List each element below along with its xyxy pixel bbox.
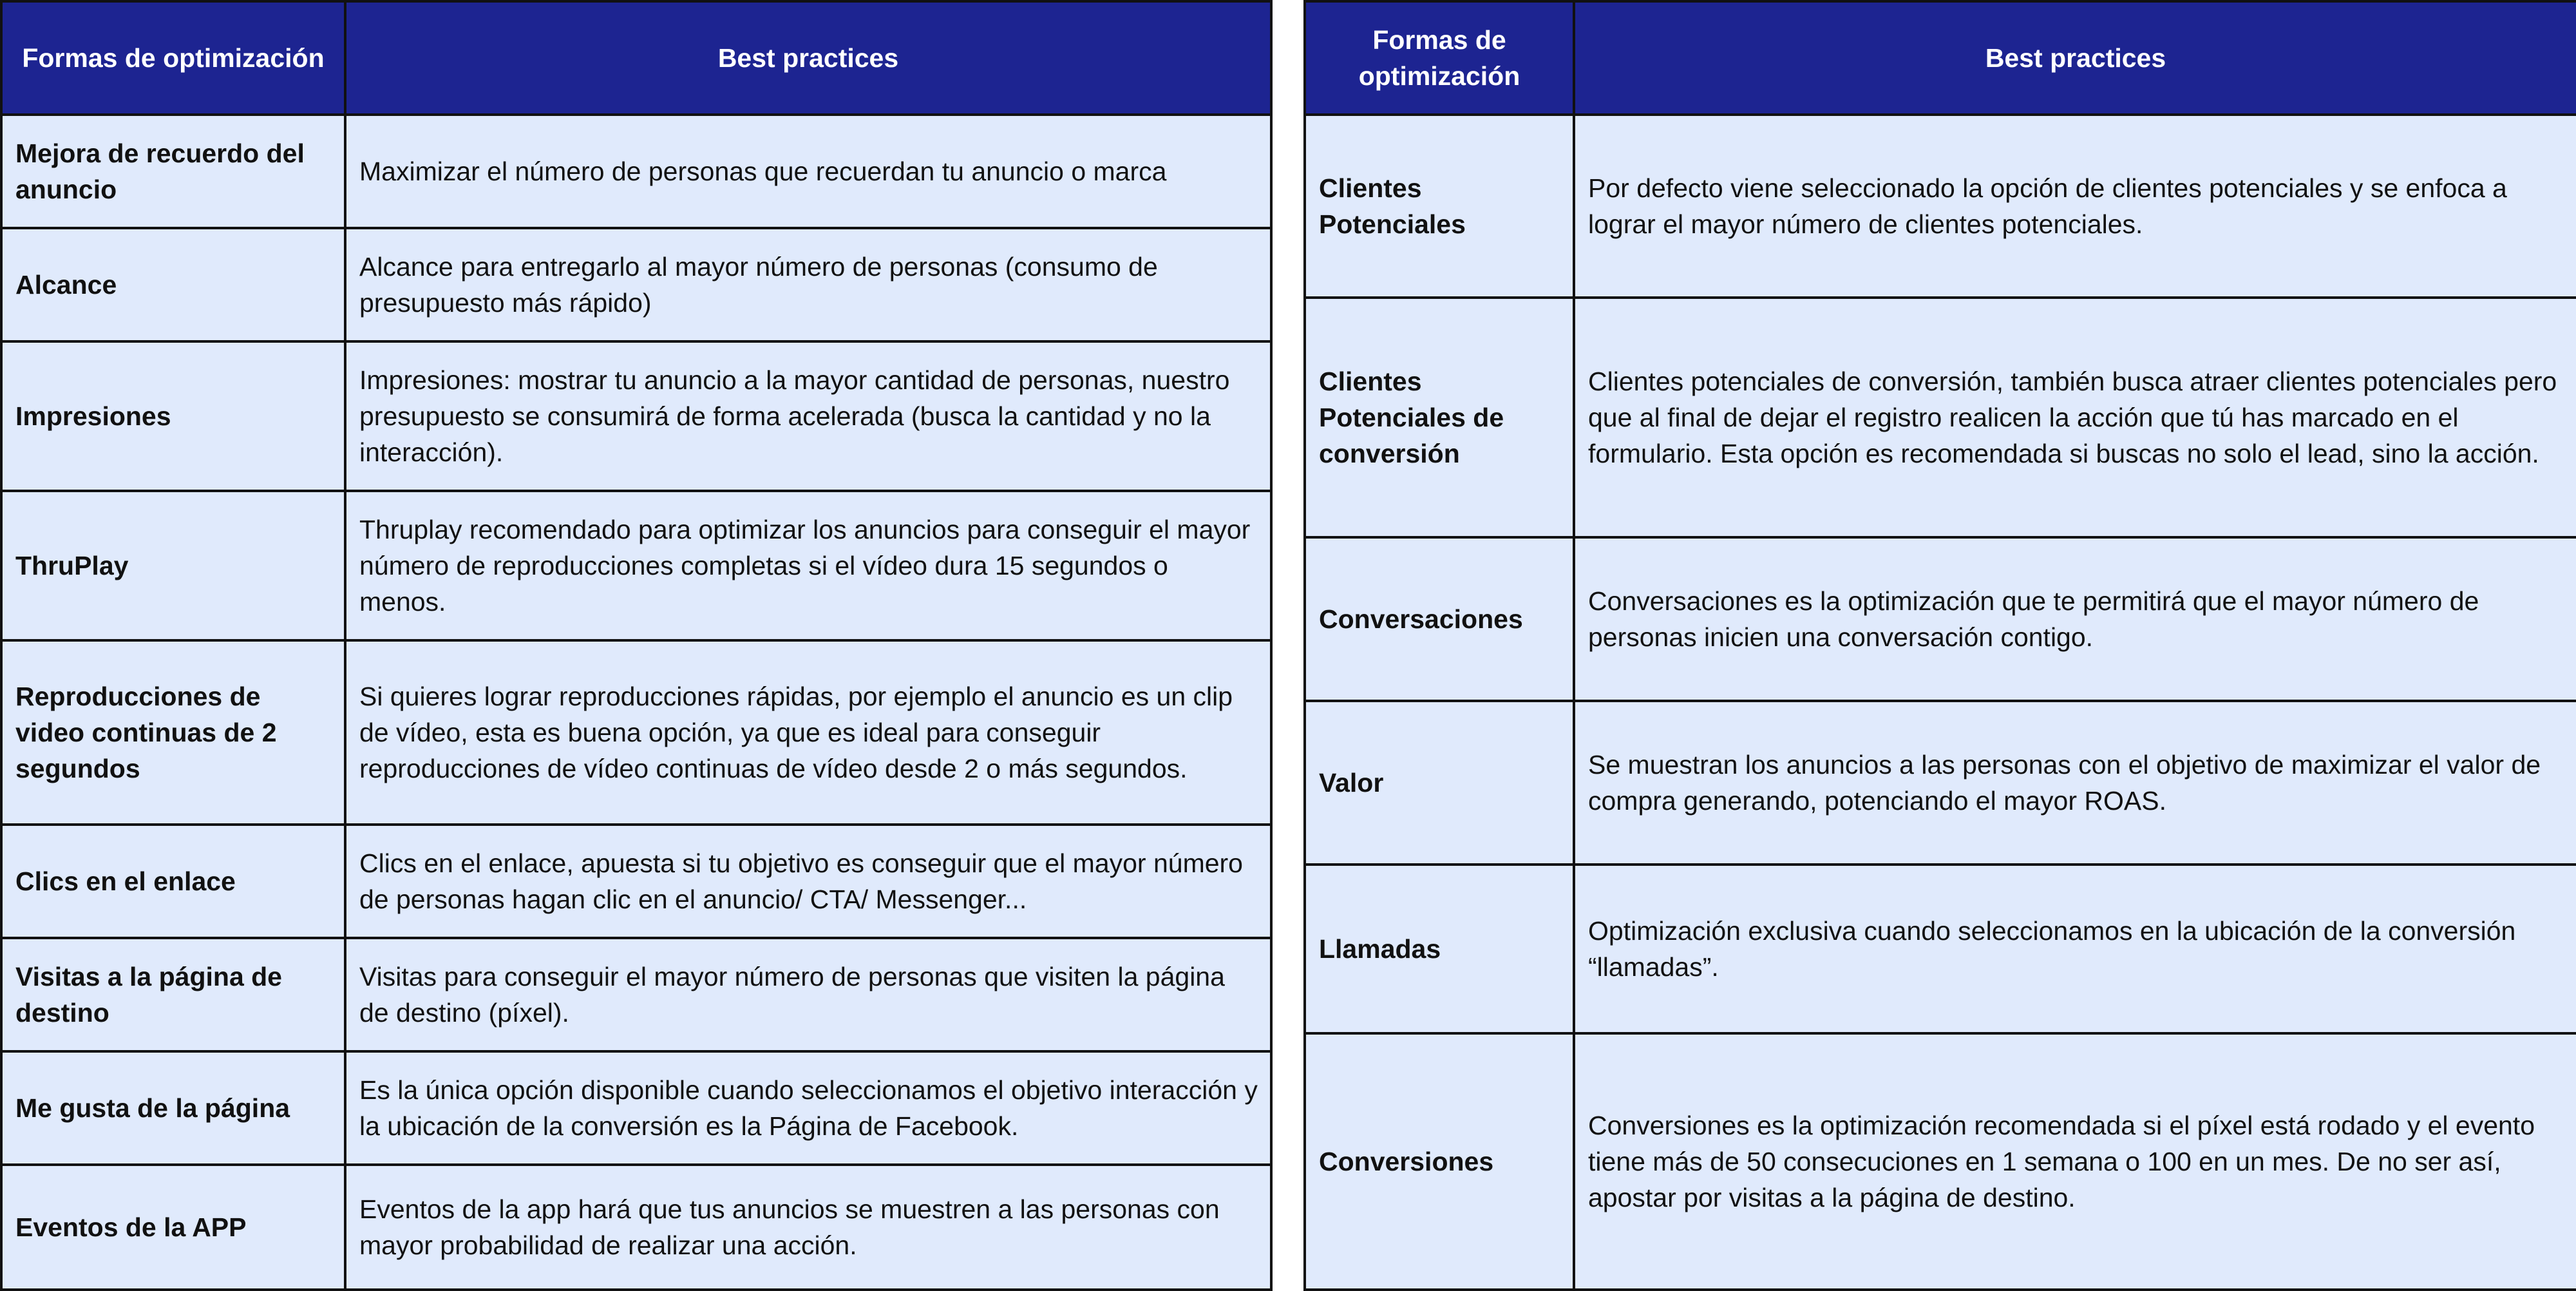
row-term: Conversaciones [1305,537,1574,701]
row-term: Llamadas [1305,865,1574,1033]
row-description: Conversaciones es la optimización que te permitirá que el mayor número de personas inicien una conversación contigo. [1574,537,2576,701]
row-description: Conversiones es la optimización recomendada si el píxel está rodado y el evento tiene más de 50 consecuciones en 1 semana o 100 en un mes. De no ser así, apostar por visitas a la página de destino. [1574,1033,2576,1290]
row-description: Por defecto viene seleccionado la opción de clientes potenciales y se enfoca a lograr el mayor número de clientes potenciales. [1574,115,2576,298]
row-term: Clics en el enlace [1,825,345,938]
row-description: Alcance para entregarlo al mayor número de personas (consumo de presupuesto más rápido) [345,228,1271,341]
row-term: Me gusta de la página [1,1051,345,1165]
row-term: Clientes Potenciales [1305,115,1574,298]
table-row [1,1165,1271,1290]
column-header-best-practices: Best practices [1574,1,2576,115]
table-row [1,938,1271,1051]
table-row [1,228,1271,341]
table-header-row [1,1,1271,115]
table-row [1,491,1271,640]
row-description: Se muestran los anuncios a las personas con el objetivo de maximizar el valor de compra generando, potenciando el mayor ROAS. [1574,701,2576,865]
column-header-optimization: Formas de optimización [1,1,345,115]
table-row [1305,865,2576,1033]
table-row [1305,115,2576,298]
table-row [1,1051,1271,1165]
column-header-optimization: Formas de optimización [1305,1,1574,115]
row-description: Clientes potenciales de conversión, también busca atraer clientes potenciales pero que al final de dejar el registro realicen la acción que tú has marcado en el formulario. Esta opción es recomendada si buscas no solo el lead, sino la acción. [1574,298,2576,537]
table-row [1,115,1271,228]
row-description: Thruplay recomendado para optimizar los anuncios para conseguir el mayor número de reproducciones completas si el vídeo dura 15 segundos o menos. [345,491,1271,640]
table-row [1,825,1271,938]
row-term: Alcance [1,228,345,341]
row-term: Reproducciones de video continuas de 2 segundos [1,640,345,825]
row-term: Eventos de la APP [1,1165,345,1290]
row-description: Eventos de la app hará que tus anuncios se muestren a las personas con mayor probabilidad de realizar una acción. [345,1165,1271,1290]
table-row [1,640,1271,825]
row-term: Clientes Potenciales de conversión [1305,298,1574,537]
row-term: Conversiones [1305,1033,1574,1290]
row-term: Impresiones [1,341,345,491]
row-term: Visitas a la página de destino [1,938,345,1051]
row-term: Mejora de recuerdo del anuncio [1,115,345,228]
row-description: Optimización exclusiva cuando seleccionamos en la ubicación de la conversión “llamadas”. [1574,865,2576,1033]
row-term: Valor [1305,701,1574,865]
table-row [1305,537,2576,701]
column-header-best-practices: Best practices [345,1,1271,115]
row-description: Si quieres lograr reproducciones rápidas, por ejemplo el anuncio es un clip de vídeo, esta es buena opción, ya que es ideal para conseguir reproducciones de vídeo continuas de vídeo desde 2 o más segundos. [345,640,1271,825]
row-term: ThruPlay [1,491,345,640]
row-description: Clics en el enlace, apuesta si tu objetivo es conseguir que el mayor número de personas hagan clic en el anuncio/ CTA/ Messenger... [345,825,1271,938]
row-description: Visitas para conseguir el mayor número de personas que visiten la página de destino (píxel). [345,938,1271,1051]
optimization-table-left [0,0,1273,1291]
table-header-row [1305,1,2576,115]
table-row [1305,701,2576,865]
table-row [1305,298,2576,537]
table-row [1,341,1271,491]
row-description: Es la única opción disponible cuando seleccionamos el objetivo interacción y la ubicación de la conversión es la Página de Facebook. [345,1051,1271,1165]
table-row [1305,1033,2576,1290]
row-description: Impresiones: mostrar tu anuncio a la mayor cantidad de personas, nuestro presupuesto se consumirá de forma acelerada (busca la cantidad y no la interacción). [345,341,1271,491]
optimization-table-right [1303,0,2576,1291]
row-description: Maximizar el número de personas que recuerdan tu anuncio o marca [345,115,1271,228]
